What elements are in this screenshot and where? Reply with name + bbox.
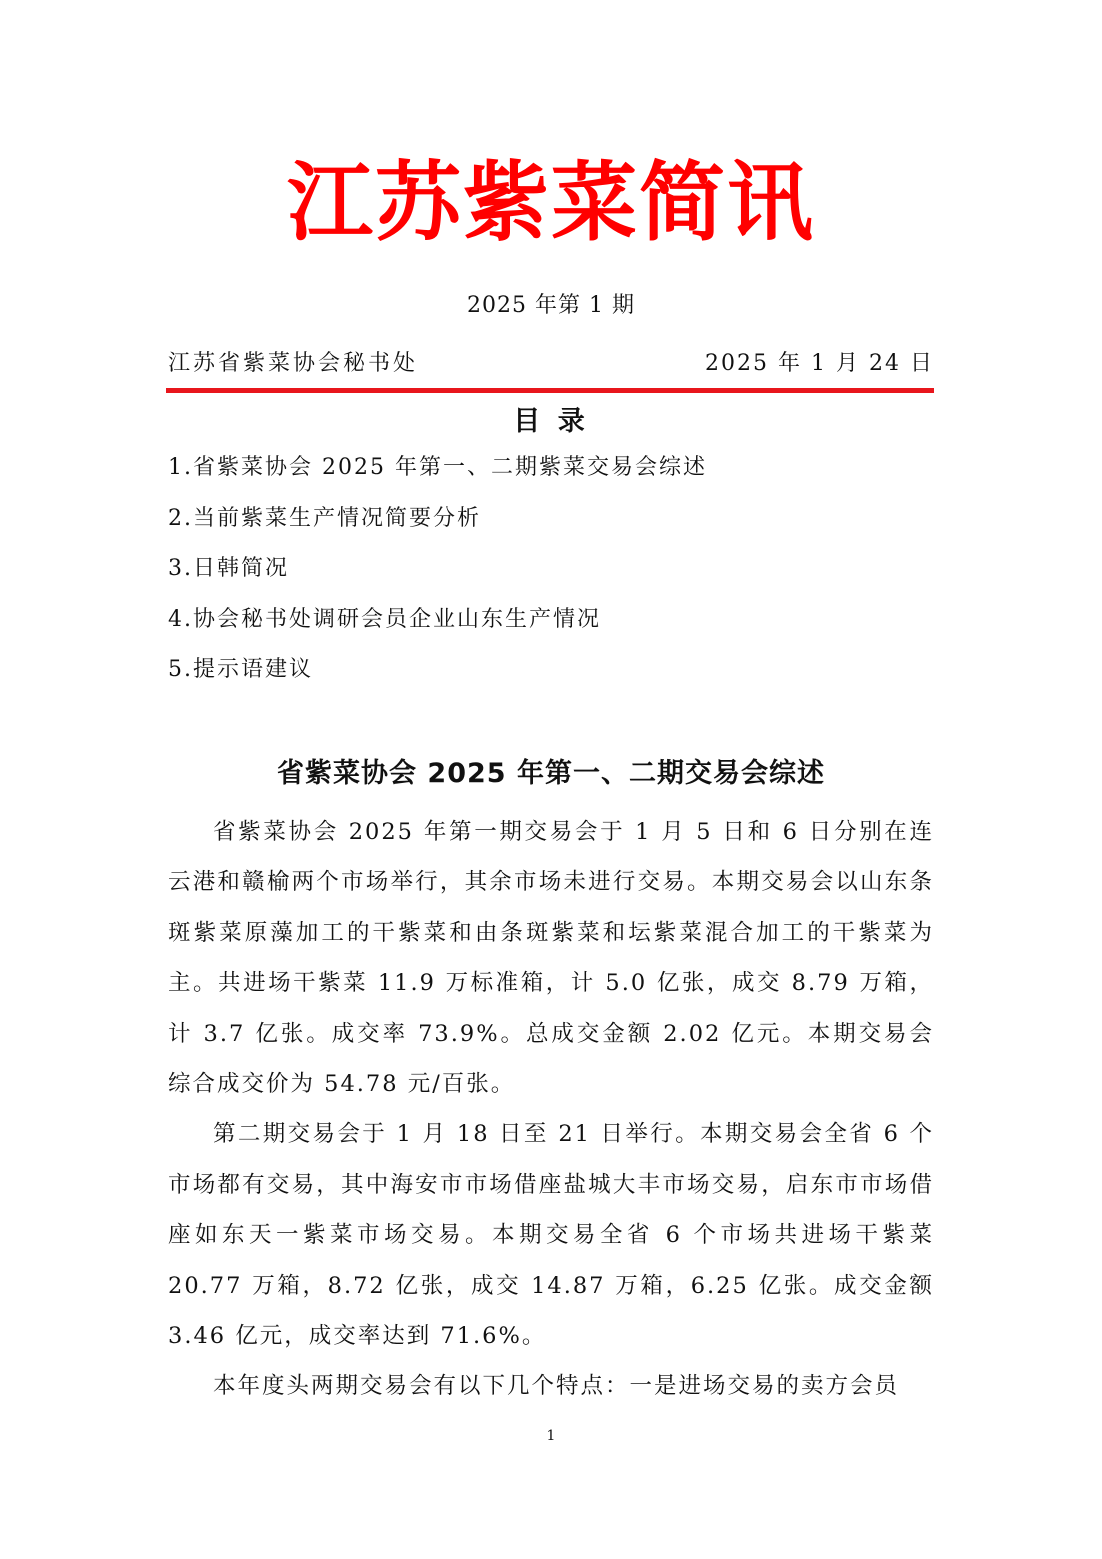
publisher-name: 江苏省紫菜协会秘书处 bbox=[168, 351, 419, 376]
toc-item: 3.日韩简况 bbox=[168, 556, 289, 581]
header-divider bbox=[166, 388, 934, 393]
toc-item: 4.协会秘书处调研会员企业山东生产情况 bbox=[168, 606, 601, 632]
body-paragraph: 第二期交易会于 1 月 18 日至 21 日举行。本期交易会全省 6 个市场都有交易，其中海安市市场借座盐城大丰市场交易，启东市市场借座如东天一紫菜市场交易。本期交易全省 6 个市场共进场干紫菜 20.77 万箱，8.72 亿张，成交 14.87 万箱，6.25 亿张。成交金额 3.46 亿元，成交率达到 71.6%。 bbox=[168, 1121, 934, 1350]
toc-item: 1.省紫菜协会 2025 年第一、二期紫菜交易会综述 bbox=[168, 455, 707, 480]
toc-title: 目 录 bbox=[513, 406, 589, 437]
toc-item: 2.当前紫菜生产情况简要分析 bbox=[168, 505, 481, 531]
masthead-title: 江苏紫菜简讯 bbox=[287, 152, 815, 253]
body-paragraph: 本年度头两期交易会有以下几个特点：一是进场交易的卖方会员 bbox=[213, 1373, 900, 1400]
table-of-contents bbox=[168, 450, 938, 703]
section-title: 省紫菜协会 2025 年第一、二期交易会综述 bbox=[277, 758, 825, 789]
toc-item: 5.提示语建议 bbox=[168, 657, 313, 682]
body-paragraph: 省紫菜协会 2025 年第一期交易会于 1 月 5 日和 6 日分别在连云港和赣榆两个市场举行，其余市场未进行交易。本期交易会以山东条斑紫菜原藻加工的干紫菜和由条斑紫菜和坛紫菜混合加工的干紫菜为主。共进场干紫菜 11.9 万标准箱，计 5.0 亿张，成交 8.79 万箱，计 3.7 亿张。成交率 73.9%。总成交金额 2.02 亿元。本期交易会综合成交价为 54.78 元/百张。 bbox=[168, 819, 934, 1098]
issue-number: 2025 年第 1 期 bbox=[467, 293, 635, 318]
section-body bbox=[168, 807, 934, 1412]
page-number: 1 bbox=[546, 1428, 556, 1444]
publish-date: 2025 年 1 月 24 日 bbox=[705, 351, 934, 376]
